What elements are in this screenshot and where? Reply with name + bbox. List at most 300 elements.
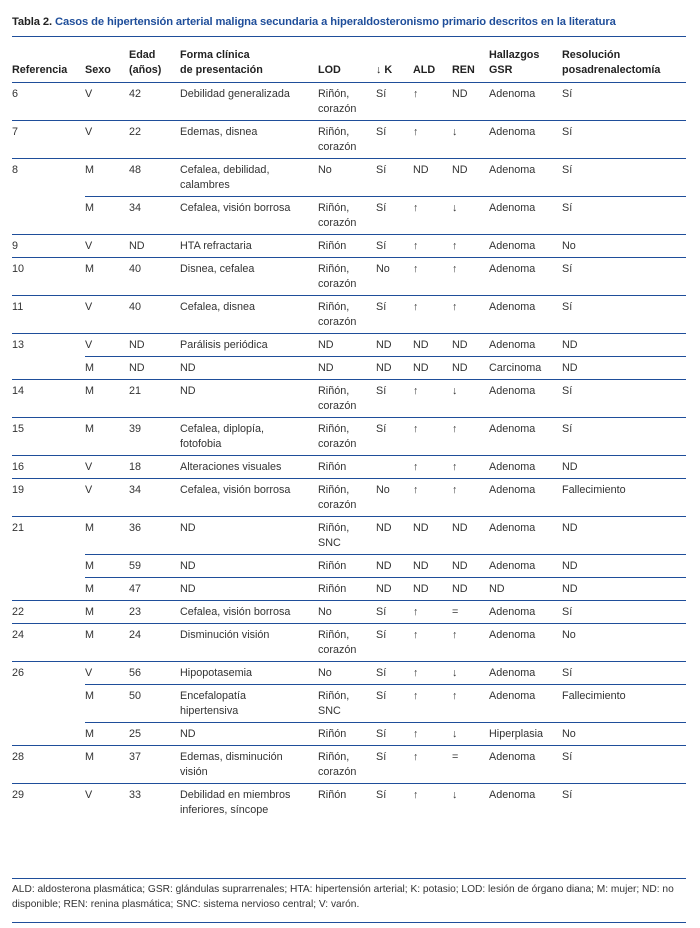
cell-resolucion: Sí <box>562 296 686 334</box>
cell-k: Sí <box>376 662 413 685</box>
cell-referencia: 7 <box>12 121 85 159</box>
cell-edad: ND <box>129 357 180 380</box>
table-row <box>12 235 686 258</box>
cell-lod <box>318 662 376 685</box>
cell-hallazgos-gsr: Adenoma <box>489 662 562 685</box>
cell-resolucion: Sí <box>562 258 686 296</box>
table-title: Casos de hipertensión arterial maligna secundaria a hiperaldosteronismo primario descritos en la literatura <box>55 16 616 28</box>
cell-referencia <box>12 578 85 601</box>
cell-sexo: V <box>85 83 129 121</box>
cell-ren: ↓ <box>452 380 489 418</box>
cell-resolucion: ND <box>562 578 686 601</box>
cell-edad: 47 <box>129 578 180 601</box>
cell-forma-clinica <box>180 555 318 578</box>
cell-k: No <box>376 258 413 296</box>
table-row <box>12 479 686 517</box>
cell-referencia: 26 <box>12 662 85 685</box>
cell-lod-line: corazón <box>318 400 357 412</box>
cell-ald: ND <box>413 578 452 601</box>
cell-ren: = <box>452 601 489 624</box>
cell-ren: ↑ <box>452 479 489 517</box>
table-row <box>12 357 686 380</box>
cell-resolucion: Fallecimiento <box>562 685 686 723</box>
cell-hallazgos-gsr: Adenoma <box>489 83 562 121</box>
cell-sexo: M <box>85 685 129 723</box>
table-row <box>12 662 686 685</box>
cell-k: Sí <box>376 746 413 784</box>
cell-lod-line: SNC <box>318 705 341 717</box>
cell-edad: ND <box>129 235 180 258</box>
cell-lod <box>318 235 376 258</box>
cell-lod-line: No <box>318 667 332 679</box>
table-row <box>12 578 686 601</box>
cell-forma-clinica-line: Disnea, cefalea <box>180 263 255 275</box>
cell-ald: ND <box>413 334 452 357</box>
cell-forma-clinica <box>180 624 318 662</box>
cell-forma-clinica <box>180 380 318 418</box>
cell-forma-clinica <box>180 357 318 380</box>
cell-ald: ↑ <box>413 235 452 258</box>
cell-lod-line: ND <box>318 339 334 351</box>
cell-resolucion: Sí <box>562 601 686 624</box>
cell-hallazgos-gsr: Carcinoma <box>489 357 562 380</box>
cell-lod-line: Riñón, <box>318 385 350 397</box>
cell-lod <box>318 479 376 517</box>
cell-forma-clinica-line: calambres <box>180 179 230 191</box>
cell-ald: ↑ <box>413 624 452 662</box>
cell-k: ND <box>376 578 413 601</box>
cell-ald: ↑ <box>413 83 452 121</box>
cell-edad: 42 <box>129 83 180 121</box>
cell-forma-clinica <box>180 601 318 624</box>
cell-edad: 40 <box>129 258 180 296</box>
cell-edad: 18 <box>129 456 180 479</box>
cell-edad: 36 <box>129 517 180 555</box>
cell-k: Sí <box>376 723 413 746</box>
cell-referencia <box>12 555 85 578</box>
cell-ald: ↑ <box>413 685 452 723</box>
cell-ren: ↑ <box>452 624 489 662</box>
cell-forma-clinica-line: Encefalopatía <box>180 690 247 702</box>
cell-resolucion: ND <box>562 456 686 479</box>
cell-ren: ↑ <box>452 258 489 296</box>
cell-resolucion: Sí <box>562 746 686 784</box>
cell-resolucion: No <box>562 723 686 746</box>
cell-referencia: 14 <box>12 380 85 418</box>
cell-referencia: 22 <box>12 601 85 624</box>
cell-sexo: M <box>85 197 129 235</box>
cell-lod <box>318 83 376 121</box>
cell-sexo: M <box>85 624 129 662</box>
cell-referencia: 13 <box>12 334 85 357</box>
table-row <box>12 784 686 822</box>
cell-ald: ↑ <box>413 456 452 479</box>
cell-ren: ND <box>452 555 489 578</box>
cell-forma-clinica <box>180 746 318 784</box>
header-referencia: Referencia <box>12 40 85 83</box>
cell-referencia <box>12 357 85 380</box>
table-row <box>12 296 686 334</box>
cell-ald: ND <box>413 517 452 555</box>
cell-ren: ND <box>452 517 489 555</box>
cell-hallazgos-gsr: Adenoma <box>489 746 562 784</box>
cell-ren: ↓ <box>452 784 489 822</box>
cell-sexo: V <box>85 235 129 258</box>
cell-forma-clinica-line: ND <box>180 522 196 534</box>
cell-ald: ↑ <box>413 479 452 517</box>
cell-hallazgos-gsr: ND <box>489 578 562 601</box>
cell-hallazgos-gsr: Adenoma <box>489 784 562 822</box>
cell-hallazgos-gsr: Hiperplasia <box>489 723 562 746</box>
cell-forma-clinica <box>180 517 318 555</box>
header-row <box>12 40 686 83</box>
cell-sexo: M <box>85 578 129 601</box>
cell-forma-clinica-line: ND <box>180 728 196 740</box>
cell-resolucion: Sí <box>562 380 686 418</box>
cell-forma-clinica-line: Alteraciones visuales <box>180 461 282 473</box>
cell-sexo: V <box>85 296 129 334</box>
cell-edad: 56 <box>129 662 180 685</box>
cell-sexo: M <box>85 723 129 746</box>
cell-referencia: 16 <box>12 456 85 479</box>
cell-ald: ↑ <box>413 601 452 624</box>
cell-resolucion: Fallecimiento <box>562 479 686 517</box>
cell-hallazgos-gsr: Adenoma <box>489 197 562 235</box>
cell-hallazgos-gsr: Adenoma <box>489 380 562 418</box>
cell-referencia: 21 <box>12 517 85 555</box>
cell-resolucion: Sí <box>562 159 686 197</box>
cell-ald: ↑ <box>413 258 452 296</box>
cell-k: Sí <box>376 197 413 235</box>
cell-lod-line: corazón <box>318 278 357 290</box>
cell-forma-clinica-line: Disminución visión <box>180 629 270 641</box>
cell-ald: ↑ <box>413 784 452 822</box>
cell-forma-clinica <box>180 83 318 121</box>
table-row <box>12 334 686 357</box>
cell-edad: 50 <box>129 685 180 723</box>
cell-sexo: M <box>85 258 129 296</box>
cell-lod-line: Riñón, <box>318 126 350 138</box>
cell-lod-line: ND <box>318 362 334 374</box>
cell-forma-clinica <box>180 578 318 601</box>
cell-lod <box>318 555 376 578</box>
table-row <box>12 555 686 578</box>
cell-edad: 24 <box>129 624 180 662</box>
cell-k: ND <box>376 517 413 555</box>
cell-referencia: 6 <box>12 83 85 121</box>
cell-resolucion: No <box>562 235 686 258</box>
cell-forma-clinica-line: Cefalea, visión borrosa <box>180 606 291 618</box>
cell-forma-clinica-line: Edemas, disnea <box>180 126 258 138</box>
header-k: ↓ K <box>376 40 413 83</box>
cell-sexo: M <box>85 601 129 624</box>
cell-lod <box>318 517 376 555</box>
cell-hallazgos-gsr: Adenoma <box>489 456 562 479</box>
cell-lod-line: Riñón, <box>318 423 350 435</box>
cell-lod-line: corazón <box>318 316 357 328</box>
cell-ald: ↑ <box>413 197 452 235</box>
cell-edad: 23 <box>129 601 180 624</box>
cell-ren: ↑ <box>452 456 489 479</box>
cell-referencia: 15 <box>12 418 85 456</box>
cell-ren: ↑ <box>452 685 489 723</box>
cell-ren: ↓ <box>452 121 489 159</box>
cell-lod <box>318 578 376 601</box>
cell-resolucion: No <box>562 624 686 662</box>
cell-lod-line: Riñón, <box>318 263 350 275</box>
cell-forma-clinica-line: ND <box>180 583 196 595</box>
cell-sexo: M <box>85 418 129 456</box>
cell-hallazgos-gsr: Adenoma <box>489 624 562 662</box>
cell-sexo: V <box>85 121 129 159</box>
cell-hallazgos-gsr: Adenoma <box>489 685 562 723</box>
cell-lod-line: Riñón <box>318 240 347 252</box>
cell-lod-line: Riñón <box>318 583 347 595</box>
cell-forma-clinica-line: ND <box>180 560 196 572</box>
cell-sexo: M <box>85 555 129 578</box>
table-row <box>12 121 686 159</box>
cell-k: ND <box>376 357 413 380</box>
cell-lod-line: No <box>318 606 332 618</box>
cell-referencia: 29 <box>12 784 85 822</box>
cell-forma-clinica <box>180 662 318 685</box>
table-row <box>12 83 686 121</box>
cell-forma-clinica <box>180 456 318 479</box>
cell-lod-line: corazón <box>318 103 357 115</box>
cell-referencia: 11 <box>12 296 85 334</box>
cell-hallazgos-gsr: Adenoma <box>489 517 562 555</box>
cell-referencia <box>12 723 85 746</box>
cell-edad: 22 <box>129 121 180 159</box>
cell-forma-clinica-line: Debilidad en miembros <box>180 789 291 801</box>
table-label: Tabla 2. <box>12 16 53 28</box>
cell-k: Sí <box>376 624 413 662</box>
cell-forma-clinica-line: Hipopotasemia <box>180 667 253 679</box>
cell-lod-line: SNC <box>318 537 341 549</box>
cell-forma-clinica <box>180 334 318 357</box>
cell-sexo: M <box>85 380 129 418</box>
header-edad: Edad (años) <box>129 40 180 83</box>
cell-lod <box>318 746 376 784</box>
cell-forma-clinica-line: Cefalea, debilidad, <box>180 164 270 176</box>
cell-lod-line: Riñón <box>318 461 347 473</box>
cell-lod <box>318 159 376 197</box>
cell-sexo: V <box>85 784 129 822</box>
cell-lod-line: Riñón, <box>318 202 350 214</box>
cell-ren: ↑ <box>452 418 489 456</box>
cell-lod <box>318 121 376 159</box>
cell-referencia: 28 <box>12 746 85 784</box>
cell-ald: ND <box>413 357 452 380</box>
cell-lod <box>318 624 376 662</box>
cell-forma-clinica <box>180 479 318 517</box>
cell-resolucion: Sí <box>562 784 686 822</box>
cell-forma-clinica <box>180 418 318 456</box>
cell-resolucion: ND <box>562 357 686 380</box>
cell-k: Sí <box>376 159 413 197</box>
cell-forma-clinica-line: Cefalea, visión borrosa <box>180 484 291 496</box>
cell-ren: ↓ <box>452 662 489 685</box>
cell-referencia: 24 <box>12 624 85 662</box>
cell-k: Sí <box>376 235 413 258</box>
header-ald: ALD <box>413 40 452 83</box>
cell-ald: ↑ <box>413 296 452 334</box>
cell-lod-line: Riñón, <box>318 88 350 100</box>
cell-lod-line: Riñón <box>318 728 347 740</box>
cell-forma-clinica <box>180 258 318 296</box>
cell-k: Sí <box>376 784 413 822</box>
cell-hallazgos-gsr: Adenoma <box>489 258 562 296</box>
cell-sexo: M <box>85 517 129 555</box>
cell-lod-line: Riñón, <box>318 629 350 641</box>
cell-k: Sí <box>376 83 413 121</box>
cell-hallazgos-gsr: Adenoma <box>489 159 562 197</box>
top-rule <box>12 36 686 37</box>
cell-hallazgos-gsr: Adenoma <box>489 418 562 456</box>
cell-k <box>376 456 413 479</box>
cell-lod-line: corazón <box>318 499 357 511</box>
cell-lod <box>318 258 376 296</box>
table-row <box>12 197 686 235</box>
cell-hallazgos-gsr: Adenoma <box>489 121 562 159</box>
table-row <box>12 624 686 662</box>
cell-ald: ↑ <box>413 662 452 685</box>
cell-hallazgos-gsr: Adenoma <box>489 334 562 357</box>
cell-referencia: 9 <box>12 235 85 258</box>
cell-forma-clinica <box>180 784 318 822</box>
cell-ald: ↑ <box>413 723 452 746</box>
cell-lod <box>318 334 376 357</box>
cell-forma-clinica-line: HTA refractaria <box>180 240 252 252</box>
cell-resolucion: Sí <box>562 197 686 235</box>
cell-lod-line: Riñón <box>318 789 347 801</box>
cell-lod-line: corazón <box>318 438 357 450</box>
cell-forma-clinica <box>180 197 318 235</box>
cell-hallazgos-gsr: Adenoma <box>489 296 562 334</box>
cell-lod-line: Riñón, <box>318 522 350 534</box>
cell-edad: 40 <box>129 296 180 334</box>
cell-ald: ND <box>413 555 452 578</box>
cell-lod-line: Riñón, <box>318 301 350 313</box>
cell-lod-line: corazón <box>318 644 357 656</box>
cell-lod-line: Riñón, <box>318 484 350 496</box>
cell-forma-clinica-line: ND <box>180 385 196 397</box>
table-row <box>12 418 686 456</box>
cell-edad: 48 <box>129 159 180 197</box>
cell-hallazgos-gsr: Adenoma <box>489 601 562 624</box>
cell-sexo: M <box>85 357 129 380</box>
cell-lod-line: corazón <box>318 141 357 153</box>
cell-referencia: 10 <box>12 258 85 296</box>
cell-edad: 34 <box>129 479 180 517</box>
cell-ald: ↑ <box>413 380 452 418</box>
table-caption <box>12 16 616 28</box>
cell-resolucion: Sí <box>562 121 686 159</box>
cell-forma-clinica <box>180 723 318 746</box>
cell-referencia <box>12 197 85 235</box>
cell-forma-clinica-line: Debilidad generalizada <box>180 88 290 100</box>
header-resolucion: Resolución posadrenalectomía <box>562 40 686 83</box>
table-footnote: ALD: aldosterona plasmática; GSR: glándulas suprarrenales; HTA: hipertensión arterial; K: potasio; LOD: lesión de órgano diana; M: mujer; ND: no disponible; REN: renina plasmática; SNC: sistema nervioso central; V: varón. <box>12 884 674 910</box>
cell-ren: ↓ <box>452 197 489 235</box>
cell-referencia: 8 <box>12 159 85 197</box>
table-row <box>12 746 686 784</box>
cell-lod <box>318 296 376 334</box>
table-row <box>12 456 686 479</box>
cell-forma-clinica-line: Edemas, disminución <box>180 751 283 763</box>
cell-ald: ND <box>413 159 452 197</box>
cell-lod <box>318 685 376 723</box>
footnote-rule <box>12 878 686 879</box>
cell-sexo: V <box>85 456 129 479</box>
cell-lod-line: Riñón, <box>318 690 350 702</box>
cell-ren: = <box>452 746 489 784</box>
cell-sexo: M <box>85 746 129 784</box>
table-row <box>12 258 686 296</box>
cell-forma-clinica <box>180 121 318 159</box>
cell-hallazgos-gsr: Adenoma <box>489 479 562 517</box>
cell-lod <box>318 418 376 456</box>
cell-k: Sí <box>376 685 413 723</box>
cell-edad: 33 <box>129 784 180 822</box>
cell-ald: ↑ <box>413 418 452 456</box>
header-ren: REN <box>452 40 489 83</box>
cell-edad: 59 <box>129 555 180 578</box>
cell-referencia <box>12 685 85 723</box>
cell-ren: ND <box>452 334 489 357</box>
cell-sexo: V <box>85 479 129 517</box>
cell-lod-line: corazón <box>318 766 357 778</box>
cell-sexo: V <box>85 662 129 685</box>
cell-edad: ND <box>129 334 180 357</box>
cell-lod <box>318 784 376 822</box>
table-row <box>12 601 686 624</box>
cell-lod-line: Riñón <box>318 560 347 572</box>
header-lod: LOD <box>318 40 376 83</box>
cell-ren: ND <box>452 83 489 121</box>
cell-ren: ND <box>452 578 489 601</box>
cell-forma-clinica <box>180 235 318 258</box>
cell-k: ND <box>376 334 413 357</box>
cell-lod-line: No <box>318 164 332 176</box>
cell-edad: 21 <box>129 380 180 418</box>
cell-hallazgos-gsr: Adenoma <box>489 555 562 578</box>
cell-resolucion: Sí <box>562 418 686 456</box>
table-row <box>12 723 686 746</box>
cell-sexo: V <box>85 334 129 357</box>
table-row <box>12 159 686 197</box>
cell-lod <box>318 601 376 624</box>
cell-hallazgos-gsr: Adenoma <box>489 235 562 258</box>
cases-table <box>12 40 686 821</box>
cell-k: Sí <box>376 296 413 334</box>
table-body <box>12 83 686 822</box>
cell-forma-clinica-line: inferiores, síncope <box>180 804 269 816</box>
cell-k: Sí <box>376 601 413 624</box>
cell-forma-clinica-line: Cefalea, disnea <box>180 301 256 313</box>
cell-sexo: M <box>85 159 129 197</box>
cell-k: No <box>376 479 413 517</box>
cell-ren: ↓ <box>452 723 489 746</box>
table-row <box>12 380 686 418</box>
cell-lod-line: Riñón, <box>318 751 350 763</box>
cell-lod <box>318 456 376 479</box>
cell-forma-clinica-line: fotofobia <box>180 438 222 450</box>
cell-k: Sí <box>376 380 413 418</box>
cell-lod <box>318 197 376 235</box>
cell-lod <box>318 380 376 418</box>
cell-forma-clinica <box>180 159 318 197</box>
